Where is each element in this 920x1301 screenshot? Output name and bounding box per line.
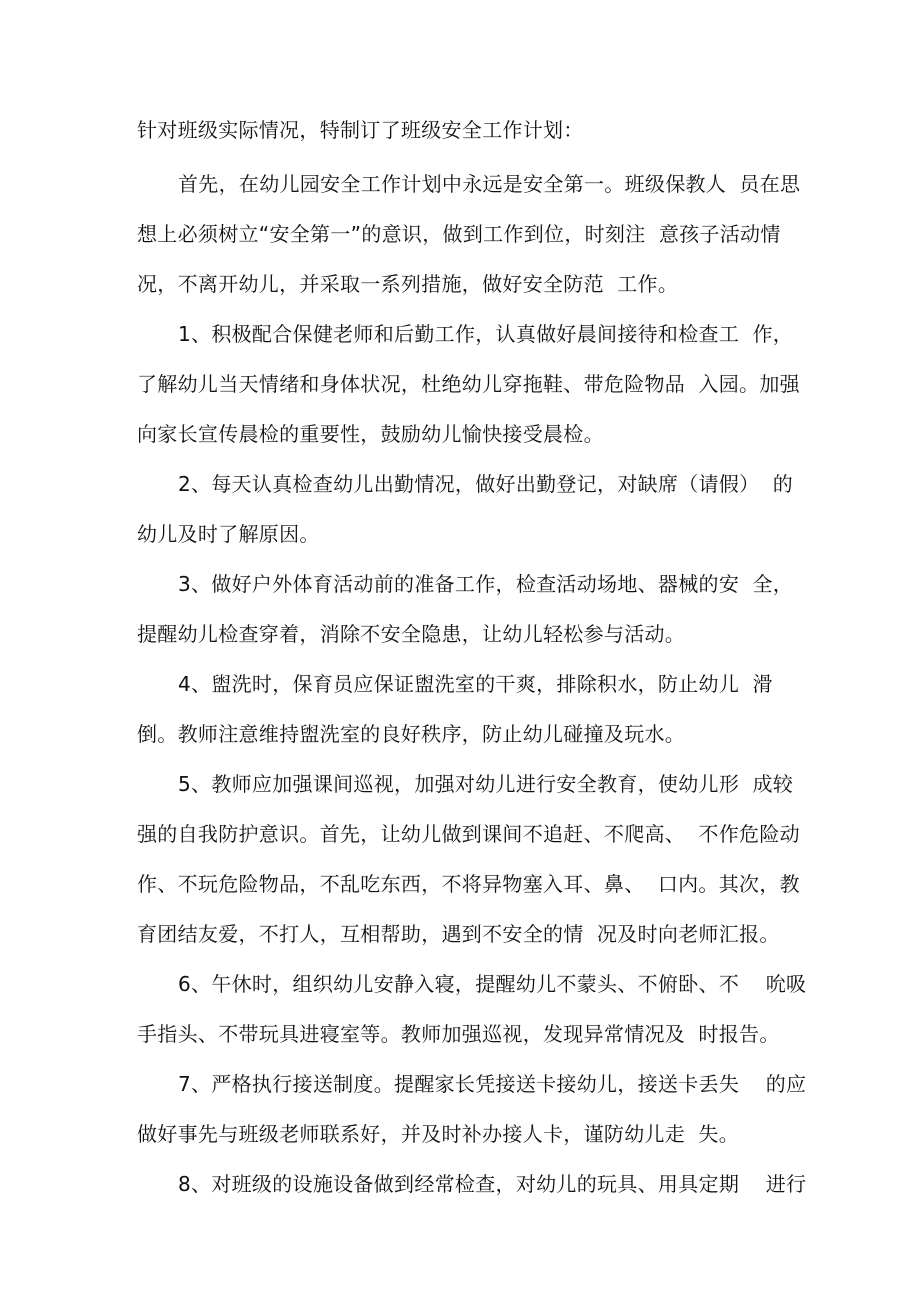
text-line: 想上必须树立“安全第一”的意识，做到工作到位，时刻注 意孩子活动情 xyxy=(137,222,781,246)
text-line: 2、每天认真检查幼儿出勤情况，做好出勤登记，对缺席（请假） 的 xyxy=(178,472,794,496)
text-line: 做好事先与班级老师联系好，并及时补办接人卡，谨防幼儿走 失。 xyxy=(137,1122,740,1146)
text-line: 强的自我防护意识。首先，让幼儿做到课间不追赶、不爬高、 不作危险动 xyxy=(137,822,800,846)
text-line: 倒。教师注意维持盥洗室的良好秩序，防止幼儿碰撞及玩水。 xyxy=(137,722,686,746)
text-line: 首先，在幼儿园安全工作计划中永远是安全第一。班级保教人 员在思 xyxy=(178,172,801,196)
text-line: 作、不玩危险物品，不乱吃东西，不将异物塞入耳、鼻、 口内。其次，教 xyxy=(137,872,800,896)
text-line: 幼儿及时了解原因。 xyxy=(137,522,320,546)
text-line: 提醒幼儿检查穿着，消除不安全隐患，让幼儿轻松参与活动。 xyxy=(137,622,686,646)
text-line: 6、午休时，组织幼儿安静入寝，提醒幼儿不蒙头、不俯卧、不 吮吸 xyxy=(178,972,807,996)
text-line: 育团结友爱，不打人，互相帮助，遇到不安全的情 况及时向老师汇报。 xyxy=(137,922,780,946)
text-line: 针对班级实际情况，特制订了班级安全工作计划： xyxy=(137,118,584,142)
text-line: 向家长宣传晨检的重要性，鼓励幼儿愉快接受晨检。 xyxy=(137,422,604,446)
text-line: 了解幼儿当天情绪和身体状况，杜绝幼儿穿拖鞋、带危险物品 入园。加强 xyxy=(137,372,800,396)
text-line: 手指头、不带玩具进寝室等。教师加强巡视，发现异常情况及 时报告。 xyxy=(137,1022,780,1046)
text-line: 况，不离开幼儿，并采取一系列措施，做好安全防范 工作。 xyxy=(137,272,679,296)
text-line: 5、教师应加强课间巡视，加强对幼儿进行安全教育，使幼儿形 成较 xyxy=(178,772,794,796)
text-line: 1、积极配合保健老师和后勤工作，认真做好晨间接待和检查工 作， xyxy=(178,322,794,346)
text-line: 3、做好户外体育活动前的准备工作，检查活动场地、器械的安 全， xyxy=(178,572,794,596)
text-line: 4、盥洗时，保育员应保证盥洗室的干爽，排除积水，防止幼儿 滑 xyxy=(178,672,773,696)
text-line: 7、严格执行接送制度。提醒家长凭接送卡接幼儿，接送卡丢失 的应 xyxy=(178,1072,807,1096)
text-line: 8、对班级的设施设备做到经常检查，对幼儿的玩具、用具定期 进行 xyxy=(178,1172,807,1196)
